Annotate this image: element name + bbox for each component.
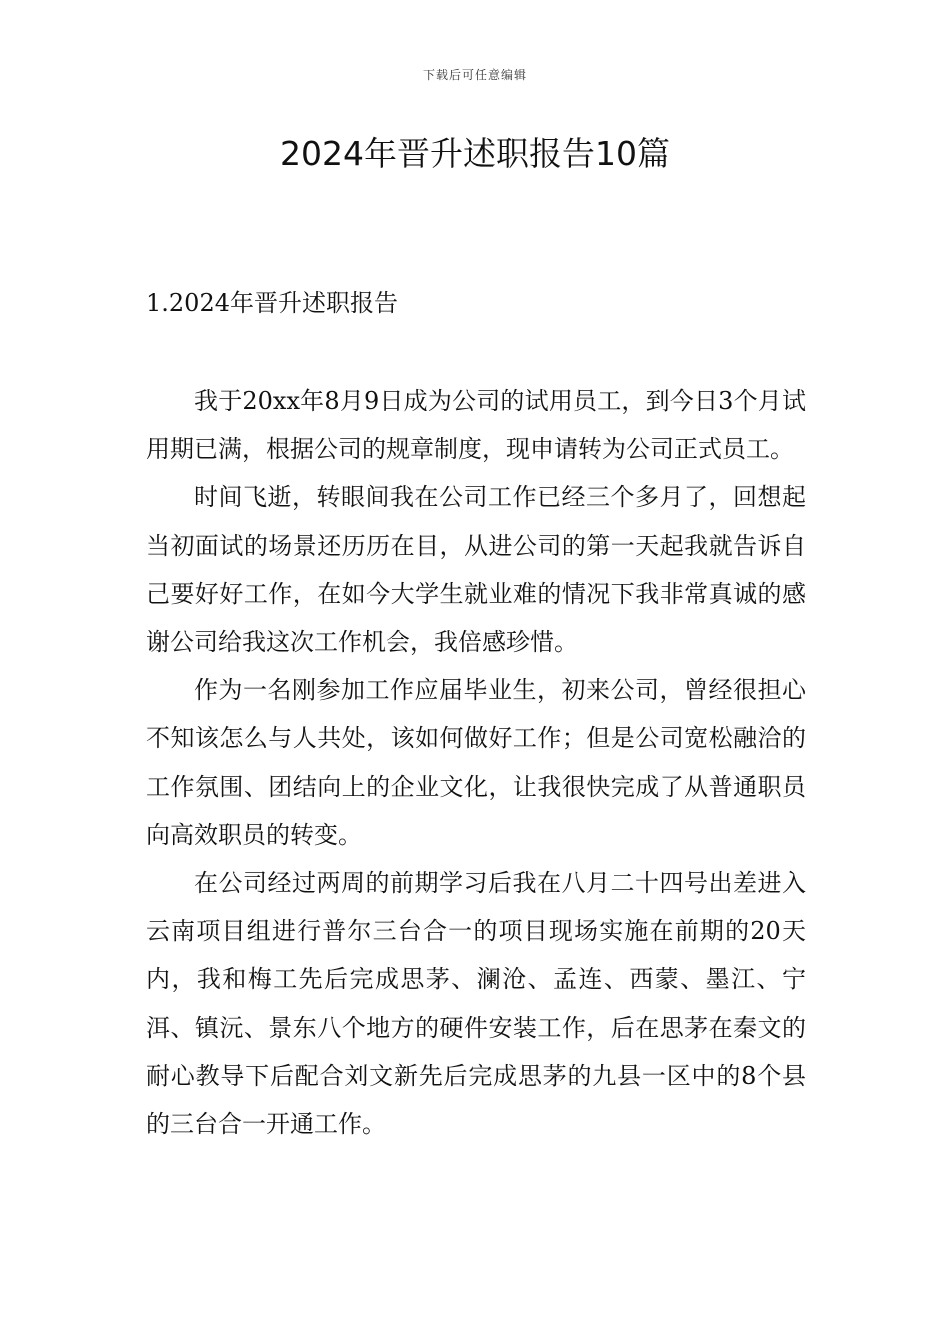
body-text (146, 377, 806, 1148)
document-title: 2024年晋升述职报告10篇 (280, 134, 670, 173)
paragraph-1: 我于20xx年8月9日成为公司的试用员工，到今日3个月试用期已满，根据公司的规章制度，现申请转为公司正式员工。 (146, 387, 806, 464)
paragraph-3: 作为一名刚参加工作应届毕业生，初来公司，曾经很担心不知该怎么与人共处，该如何做好工作；但是公司宽松融洽的工作氛围、团结向上的企业文化，让我很快完成了从普通职员向高效职员的转变。 (146, 676, 806, 849)
paragraph-2: 时间飞逝，转眼间我在公司工作已经三个多月了，回想起当初面试的场景还历历在目，从进公司的第一天起我就告诉自己要好好工作，在如今大学生就业难的情况下我非常真诚的感谢公司给我这次工作机会，我倍感珍惜。 (146, 483, 806, 657)
paragraph-4: 在公司经过两周的前期学习后我在八月二十四号出差进入云南项目组进行普尔三台合一的项目现场实施在前期的20天内，我和梅工先后完成思茅、澜沧、孟连、西蒙、墨江、宁洱、镇沅、景东八个地方的硬件安装工作，后在思茅在秦文的耐心教导下后配合刘文新先后完成思茅的九县一区中的8个县的三台合一开通工作。 (146, 869, 806, 1139)
section-heading: 1.2024年晋升述职报告 (146, 289, 398, 317)
header-note: 下载后可任意编辑 (422, 68, 527, 82)
